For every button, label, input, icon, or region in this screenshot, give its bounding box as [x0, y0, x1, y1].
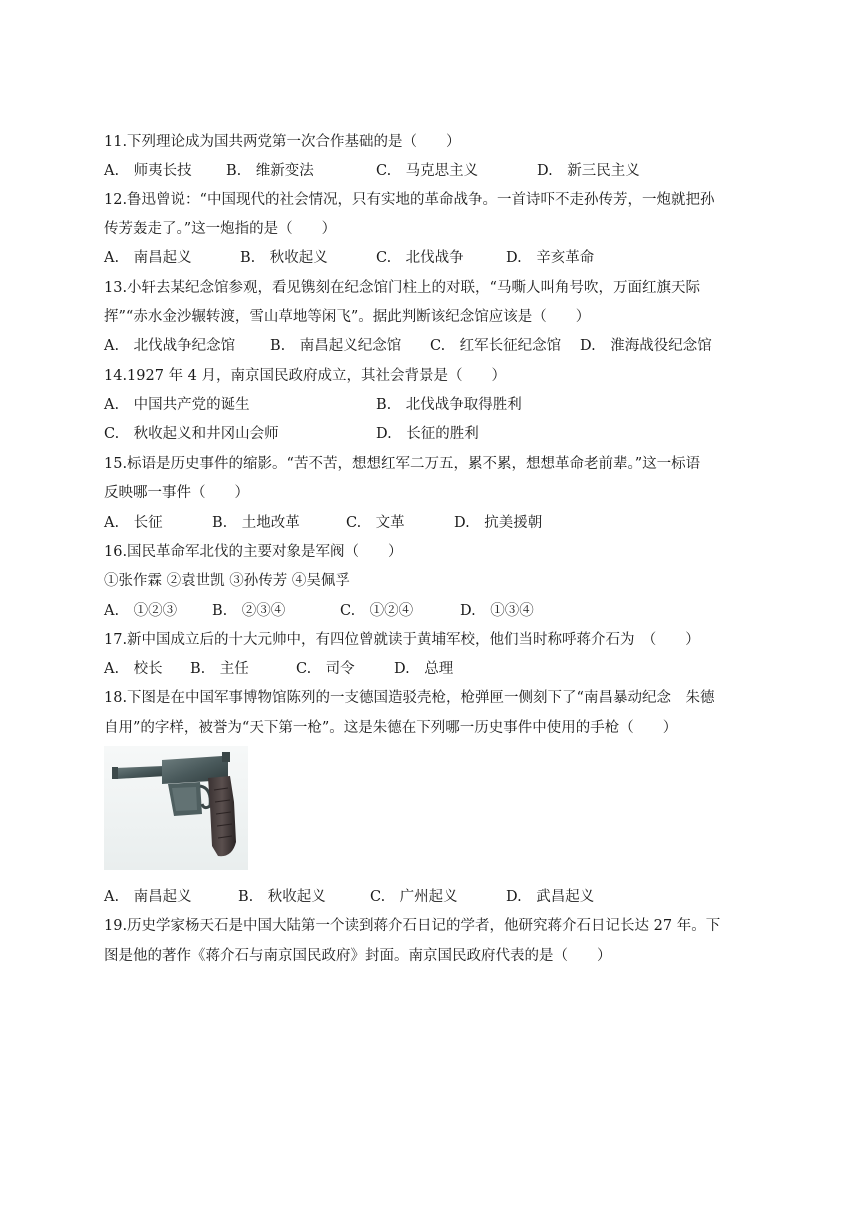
q17-option-c: C. 司令 [296, 661, 355, 677]
q15-option-b: B. 土地改革 [212, 515, 300, 531]
q14-option-d: D. 长征的胜利 [376, 426, 479, 442]
question-15-stem-line2: 反映哪一事件（ ） [104, 485, 249, 501]
q14-option-c: C. 秋收起义和井冈山会师 [104, 426, 279, 442]
q12-option-c: C. 北伐战争 [376, 250, 464, 266]
question-15-stem-line1: 15.标语是历史事件的缩影。“苦不苦，想想红军二万五，累不累，想想革命老前辈。”这一标语 [104, 456, 701, 472]
question-12-stem-line1: 12.鲁迅曾说：“中国现代的社会情况，只有实地的革命战争。一首诗吓不走孙传芳，一炮就把孙 [104, 192, 715, 208]
question-11-stem: 11.下列理论成为国共两党第一次合作基础的是（ ） [104, 134, 461, 150]
q18-option-c: C. 广州起义 [370, 889, 458, 905]
question-16-stem: 16.国民革命军北伐的主要对象是军阀（ ） [104, 544, 403, 560]
question-12-stem-line2: 传芳轰走了。”这一炮指的是（ ） [104, 221, 337, 237]
q16-option-c: C. ①②④ [340, 603, 414, 619]
q17-option-b: B. 主任 [190, 661, 249, 677]
q13-option-b: B. 南昌起义纪念馆 [270, 338, 402, 354]
q18-option-b: B. 秋收起义 [238, 889, 326, 905]
q18-option-a: A. 南昌起义 [104, 889, 192, 905]
q15-option-c: C. 文革 [346, 515, 405, 531]
question-18-stem-line1: 18.下图是在中国军事博物馆陈列的一支德国造驳壳枪，枪弹匣一侧刻下了“南昌暴动纪念 朱德 [104, 690, 715, 706]
question-14-stem: 14.1927 年 4 月，南京国民政府成立，其社会背景是（ ） [104, 368, 507, 384]
q12-option-a: A. 南昌起义 [104, 250, 192, 266]
q13-option-a: A. 北伐战争纪念馆 [104, 338, 236, 354]
q14-option-b: B. 北伐战争取得胜利 [376, 397, 522, 413]
q16-option-d: D. ①③④ [460, 603, 534, 619]
q15-option-a: A. 长征 [104, 515, 163, 531]
question-18-stem-line2: 自用”的字样，被誉为“天下第一枪”。这是朱德在下列哪一历史事件中使用的手枪（ ） [104, 720, 678, 736]
q12-option-b: B. 秋收起义 [240, 250, 328, 266]
q11-option-b: B. 维新变法 [226, 163, 314, 179]
q13-option-c: C. 红军长征纪念馆 [430, 338, 562, 354]
q13-option-d: D. 淮海战役纪念馆 [580, 338, 712, 354]
question-19-stem-line2: 图是他的著作《蒋介石与南京国民政府》封面。南京国民政府代表的是（ ） [104, 948, 612, 964]
question-19-stem-line1: 19.历史学家杨天石是中国大陆第一个读到蒋介石日记的学者，他研究蒋介石日记长达 27 年。下 [104, 918, 721, 934]
q15-option-d: D. 抗美援朝 [454, 515, 543, 531]
q11-option-d: D. 新三民主义 [537, 163, 640, 179]
q16-option-b: B. ②③④ [212, 603, 286, 619]
q12-option-d: D. 辛亥革命 [506, 250, 595, 266]
q17-option-a: A. 校长 [104, 661, 163, 677]
q11-option-c: C. 马克思主义 [376, 163, 479, 179]
q18-option-d: D. 武昌起义 [506, 889, 595, 905]
mauser-pistol-image [104, 746, 248, 870]
question-13-stem-line2: 挥”“赤水金沙辗转渡，雪山草地等闲飞”。据此判断该纪念馆应该是（ ） [104, 309, 591, 325]
question-13-stem-line1: 13.小轩去某纪念馆参观，看见镌刻在纪念馆门柱上的对联，“马嘶人叫角号吹，万面红旗天际 [104, 280, 700, 296]
question-16-items: ①张作霖 ②袁世凯 ③孙传芳 ④吴佩孚 [104, 573, 350, 589]
q11-option-a: A. 师夷长技 [104, 163, 192, 179]
q14-option-a: A. 中国共产党的诞生 [104, 397, 250, 413]
question-17-stem: 17.新中国成立后的十大元帅中，有四位曾就读于黄埔军校，他们当时称呼蒋介石为 （ ） [104, 632, 700, 648]
q17-option-d: D. 总理 [394, 661, 454, 677]
q16-option-a: A. ①②③ [104, 603, 178, 619]
